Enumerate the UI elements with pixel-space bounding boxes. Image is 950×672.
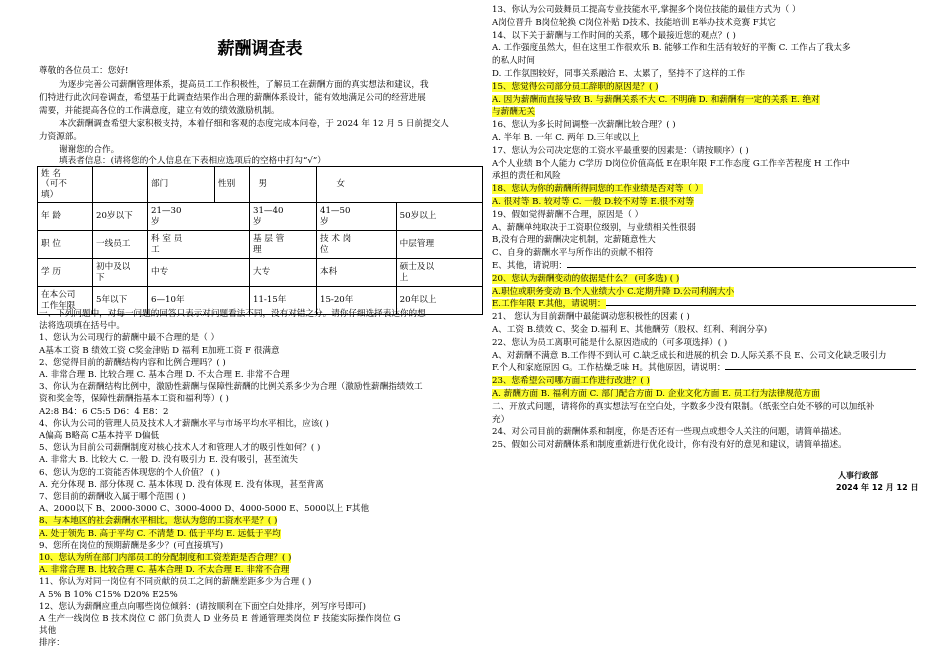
intro-line: 力资源部。	[39, 132, 82, 142]
question-line	[39, 626, 56, 637]
question-line	[39, 553, 291, 564]
question-text: 一、下列问题中，对每一问题的回答只表示对问题看法不同，没有对错之分。请你仔细选择表达你的想	[39, 309, 426, 319]
question-line	[492, 351, 887, 362]
cell-education-opt[interactable]: 中专	[148, 259, 250, 287]
question-line	[492, 133, 639, 144]
question-line	[39, 565, 289, 576]
cell-tenure-opt[interactable]: 20年以上	[396, 287, 482, 315]
question-line	[492, 363, 916, 374]
question-text: 15、您觉得公司部分员工辞职的原因是？( )	[492, 81, 659, 92]
question-line	[39, 480, 324, 491]
greeting: 尊敬的各位员工：您好!	[39, 66, 129, 76]
cell-education-label: 学 历	[38, 259, 93, 287]
cell-position-opt[interactable]: 中层管理	[396, 231, 482, 259]
question-text: A、薪酬单纯取决于工资职位级别，与业绩相关性很弱	[492, 222, 696, 233]
question-text: 10、您认为所在部门内部员工的分配制度和工资差距是否合理？( )	[39, 553, 292, 563]
question-text: A. 很对等 B. 较对等 C. 一般 D.较不对等 E.很不对等	[492, 197, 694, 207]
question-text: A岗位晋升 B岗位轮换 C岗位补贴 D技术、技能培训 E举办技术竞赛 F其它	[492, 17, 776, 28]
question-text: C、自身的薪酬水平与所作出的贡献不相符	[492, 248, 654, 259]
question-line	[492, 184, 703, 195]
question-text: 17、您认为公司决定您的工资水平最重要的因素是：（请按顺序）( )	[492, 145, 749, 156]
question-line	[492, 402, 874, 413]
question-text: 法将选项填在括号中。	[39, 321, 125, 332]
question-text: 8、与本地区的社会薪酬水平相比，您认为您的工资水平是？( )	[39, 516, 278, 527]
question-text: 7、您目前的薪酬收入属于哪个范围 ( )	[39, 492, 186, 502]
question-line	[492, 415, 509, 426]
cell-name-label: 姓 名 （可不 填）	[38, 167, 93, 203]
signature-dept: 人事行政部	[838, 471, 878, 480]
question-text: 3、你认为在薪酬结构比例中，激励性薪酬与保障性薪酬的比例关系多少为合理（激励性薪酬指绩效工	[39, 382, 423, 393]
cell-education-opt[interactable]: 大专	[250, 259, 317, 287]
question-text: A.职位或职务变动 B.个人业绩大小 C.定期升降 D.公司利润大小	[492, 286, 735, 297]
page-title: 薪酬调查表	[217, 39, 303, 59]
question-text: A. 薪酬方面 B. 福利方面 C. 部门配合方面 D. 企业文化方面 E. 员工行为法律规范方面	[492, 389, 820, 399]
question-text: 21、 您认为目前薪酬中最能调动您积极性的因素 ( )	[492, 312, 690, 323]
question-line	[492, 261, 916, 272]
question-line	[492, 31, 736, 42]
question-text: 5、您认为目前公司薪酬制度对核心技术人才和管理人才的吸引性如何？( )	[39, 443, 321, 454]
question-text: A、对薪酬不满意 B.工作得不到认可 C.缺乏成长和进展的机会 D.人际关系不良 E、公司文化缺乏吸引力	[492, 350, 887, 361]
intro-line: 谢谢您的合作。	[59, 145, 120, 155]
question-line	[39, 614, 400, 625]
question-line	[492, 287, 734, 298]
question-line	[492, 56, 535, 67]
question-text: A. 半年 B. 一年 C. 两年 D.三年或以上	[492, 133, 640, 143]
question-line	[39, 443, 320, 454]
question-line	[492, 376, 650, 387]
cell-education-opt[interactable]: 初中及以 下	[93, 259, 148, 287]
question-text: A、工资 B.绩效 C、奖金 D.福利 E、其他酬劳（股权、红利、利润分享)	[492, 325, 768, 335]
question-text: 24、对公司目前的薪酬体系和制度，你是否还有一些现点或想令人关注的问题，请简单描述。	[492, 427, 847, 438]
question-line	[492, 427, 847, 438]
question-line	[492, 5, 801, 16]
question-line	[492, 223, 696, 234]
cell-age-label: 年 龄	[38, 203, 93, 231]
question-line	[39, 309, 426, 320]
question-text: 22、您认为员工离职可能是什么原因造成的（可多项选择）( )	[492, 337, 728, 348]
cell-position-label: 职 位	[38, 231, 93, 259]
question-line	[492, 197, 694, 208]
question-line	[39, 346, 280, 357]
question-text: A. 非常合理 B. 比较合理 C. 基本合理 D. 不太合理 E. 非常不合理	[39, 565, 290, 576]
answer-blank[interactable]	[567, 267, 916, 268]
question-line	[492, 171, 561, 182]
cell-education-opt[interactable]: 本科	[317, 259, 397, 287]
question-line	[39, 602, 366, 613]
cell-position-opt[interactable]: 基 层 管 理	[250, 231, 317, 259]
question-line	[492, 299, 916, 310]
question-text: 与薪酬无关	[492, 107, 535, 118]
cell-age-opt[interactable]: 20岁以下	[93, 203, 148, 231]
question-line	[39, 455, 298, 466]
question-text: 6、您认为您的工资能否体现您的个人价值？ ( )	[39, 467, 220, 478]
question-text: 20、您认为薪酬变动的依据是什么？ (可多选) ( )	[492, 273, 680, 284]
question-line	[39, 333, 219, 344]
question-text: 19、假如觉得薪酬不合理，原因是（ ）	[492, 209, 644, 220]
question-line	[492, 146, 749, 157]
cell-male[interactable]: 男	[250, 167, 317, 203]
info-table	[37, 166, 483, 315]
question-line	[39, 638, 65, 649]
question-line	[492, 43, 851, 54]
question-text: 23、您希望公司哪方面工作进行改进？( )	[492, 376, 650, 387]
question-line	[492, 18, 776, 29]
question-line	[492, 210, 643, 221]
question-line	[492, 312, 690, 323]
question-text: A. 非常合理 B. 比较合理 C. 基本合理 D. 不太合理 E. 非常不合理	[39, 370, 290, 380]
question-line	[492, 325, 767, 336]
question-text: 承担的责任和风险	[492, 171, 561, 182]
question-text: A. 非常大 B. 比较大 C. 一般 D. 没有吸引力 E. 没有吸引，甚至流失	[39, 455, 298, 466]
question-text: A. 工作强度虽然大，但在这里工作很欢乐 B. 能够工作和生活有较好的平衡 C. 工作占了我太多	[492, 43, 851, 54]
question-line	[39, 516, 277, 527]
question-text: 16、您认为多长时间调整一次薪酬比较合理？( )	[492, 120, 676, 131]
question-line	[39, 492, 186, 503]
answer-blank[interactable]	[606, 305, 916, 306]
cell-position-opt[interactable]: 科 室 员 工	[148, 231, 250, 259]
question-line	[39, 468, 220, 479]
question-line	[39, 590, 178, 601]
question-line	[39, 407, 168, 418]
question-line	[39, 431, 159, 442]
cell-tenure-opt[interactable]: 5年以下	[93, 287, 148, 315]
question-text: 18、您认为你的薪酬所得同您的工作业绩是否对等（ ）	[492, 184, 704, 195]
question-line	[492, 95, 820, 106]
question-text: A 5% B 10% C15% D20% E25%	[39, 589, 178, 600]
cell-education-opt[interactable]: 硕士及以 上	[396, 259, 482, 287]
intro-line: 本次薪酬调查希望大家积极支持，本着仔细和客观的态度完成本问卷，于 2024 年 12 月 5 日前提交人	[59, 119, 449, 129]
question-text: B,没有合理的薪酬决定机制，定薪随意性大	[492, 235, 656, 246]
question-text: 其他	[39, 626, 57, 637]
cell-gender-label: 性别	[215, 167, 250, 203]
question-line	[492, 440, 847, 451]
question-text: A偏高 B略高 C基本持平 D偏低	[39, 431, 160, 441]
question-text: 4、你认为公司的管理人员及技术人才薪酬水平与市场平均水平相比，应该( )	[39, 418, 329, 429]
cell-age-opt[interactable]: 50岁以上	[396, 203, 482, 231]
cell-age-opt[interactable]: 21—30 岁	[148, 203, 250, 231]
question-text: 25、假如公司对薪酬体系和制度重新进行优化设计，你有没有好的意见和建议，请简单描述。	[492, 440, 847, 451]
question-line	[39, 419, 329, 430]
question-text: 2、您觉得目前的薪酬结构内容和比例合理吗？( )	[39, 357, 226, 368]
question-text: 充）	[492, 414, 510, 425]
signature-date: 2024 年 12 月 12 日	[836, 483, 919, 492]
question-text: 的私人时间	[492, 56, 535, 67]
question-line	[492, 107, 535, 118]
question-text: E、其他，请说明：	[492, 261, 568, 271]
question-line	[492, 82, 658, 93]
cell-tenure-opt[interactable]: 6—10年	[148, 287, 250, 315]
question-text: E.工作年限 F.其他，请说明：	[492, 299, 606, 310]
question-text: 9、您所在岗位的预期薪酬是多少？(可直接填写)	[39, 540, 224, 551]
question-text: 排序：	[39, 638, 65, 649]
question-line	[492, 69, 745, 80]
question-line	[39, 541, 223, 552]
cell-age-opt[interactable]: 31—40 岁	[250, 203, 317, 231]
question-text: 1、您认为公司现行的薪酬中最不合理的是（ ）	[39, 333, 220, 344]
question-text: 资和奖金等，保障性薪酬指基本工资和福利等）( )	[39, 394, 229, 405]
cell-position-opt[interactable]: 一线员工	[93, 231, 148, 259]
question-text: 12、您认为薪酬应重点向哪些岗位倾斜：(请按顺利在下面空白处排序，列写序号即可)	[39, 601, 367, 612]
question-text: 14、以下关于薪酬与工作时间的关系，哪个最接近您的观点？( )	[492, 30, 736, 41]
question-text: F.个人和家庭原因 G。工作枯燥乏味 H。其他原因，请说明：	[492, 363, 726, 374]
question-line	[492, 338, 727, 349]
question-text: A、2000以下 B、2000-3000 C、3000-4000 D、4000-5000 E、5000以上 F其他	[39, 504, 370, 515]
cell-tenure-opt[interactable]: 15-20年	[317, 287, 397, 315]
question-line	[39, 370, 289, 381]
intro-line: 需要，并能提高各位的工作满意度，建立有效的绩效激励机制。	[39, 106, 280, 116]
question-line	[39, 504, 369, 515]
question-text: A. 处于领先 B. 高于平均 C. 不清楚 D. 低于平均 E. 远低于平均	[39, 528, 281, 539]
intro-line: 为逐步完善公司薪酬管理体系，提高员工工作积极性，了解员工在薪酬方面的真实想法和建议，我	[59, 80, 429, 90]
cell-female[interactable]: 女	[317, 167, 483, 203]
intro-line: 们特进行此次问卷调查，希望基于此调查结果作出合理的薪酬体系设计，能有效地满足公司的经营进展	[39, 93, 426, 103]
cell-tenure-label: 在本公司 工作年限	[38, 287, 93, 315]
question-text: 13、你认为公司鼓舞员工提高专业技能水平,掌握多个岗位技能的最佳方式为（ ）	[492, 5, 801, 15]
question-text: A. 因为薪酬而直接导致 B. 与薪酬关系不大 C. 不明确 D. 和薪酬有一定的关系 E. 绝对	[492, 94, 820, 105]
cell-tenure-opt[interactable]: 11-15年	[250, 287, 317, 315]
question-line	[39, 382, 423, 393]
cell-name-value[interactable]	[93, 167, 148, 203]
question-text: D. 工作氛围较好，同事关系融洽 E、太累了，坚持不了这样的工作	[492, 69, 746, 79]
answer-blank[interactable]	[725, 369, 916, 370]
question-line	[492, 159, 850, 170]
question-line	[492, 235, 656, 246]
cell-age-opt[interactable]: 41—50 岁	[317, 203, 397, 231]
question-text: A基本工资 B 绩效工资 C奖金津贴 D 福利 E加班工资 F 很满意	[39, 345, 280, 356]
question-text: A个人业绩 B个人能力 C学历 D岗位价值高低 E在职年限 F工作态度 G工作辛苦程度 H 工作中	[492, 158, 851, 169]
question-text: A 生产一线岗位 B 技术岗位 C 部门负责人 D 业务员 E 普通管理类岗位 F 技能实际操作岗位 G	[39, 614, 401, 624]
question-text: A2:8 B4：6 C5:5 D6：4 E8：2	[39, 406, 169, 417]
question-line	[492, 120, 676, 131]
question-line	[39, 358, 226, 369]
question-line	[39, 577, 311, 588]
question-line	[492, 389, 820, 400]
question-line	[39, 529, 281, 540]
question-line	[492, 248, 653, 259]
question-line	[39, 321, 125, 332]
question-line	[39, 394, 229, 405]
intro-line: 填表者信息：(请将您的个人信息在下表相应选项后的空格中打勾“√”）	[59, 156, 326, 166]
question-line	[492, 274, 679, 285]
question-text: 二、开放式问题，请将你的真实想法写在空白处，字数多少没有限制。（纸张空白处不够的可以加纸补	[492, 401, 875, 412]
question-text: A. 充分体现 B. 部分体现 C. 基本体现 D. 没有体现 E. 没有体现，甚至背离	[39, 479, 324, 490]
question-text: 11、你认为对同一岗位有不同贡献的员工之间的薪酬差距多少为合理 ( )	[39, 577, 312, 588]
cell-position-opt[interactable]: 技 术 岗 位	[317, 231, 397, 259]
cell-dept-label: 部门	[148, 167, 215, 203]
